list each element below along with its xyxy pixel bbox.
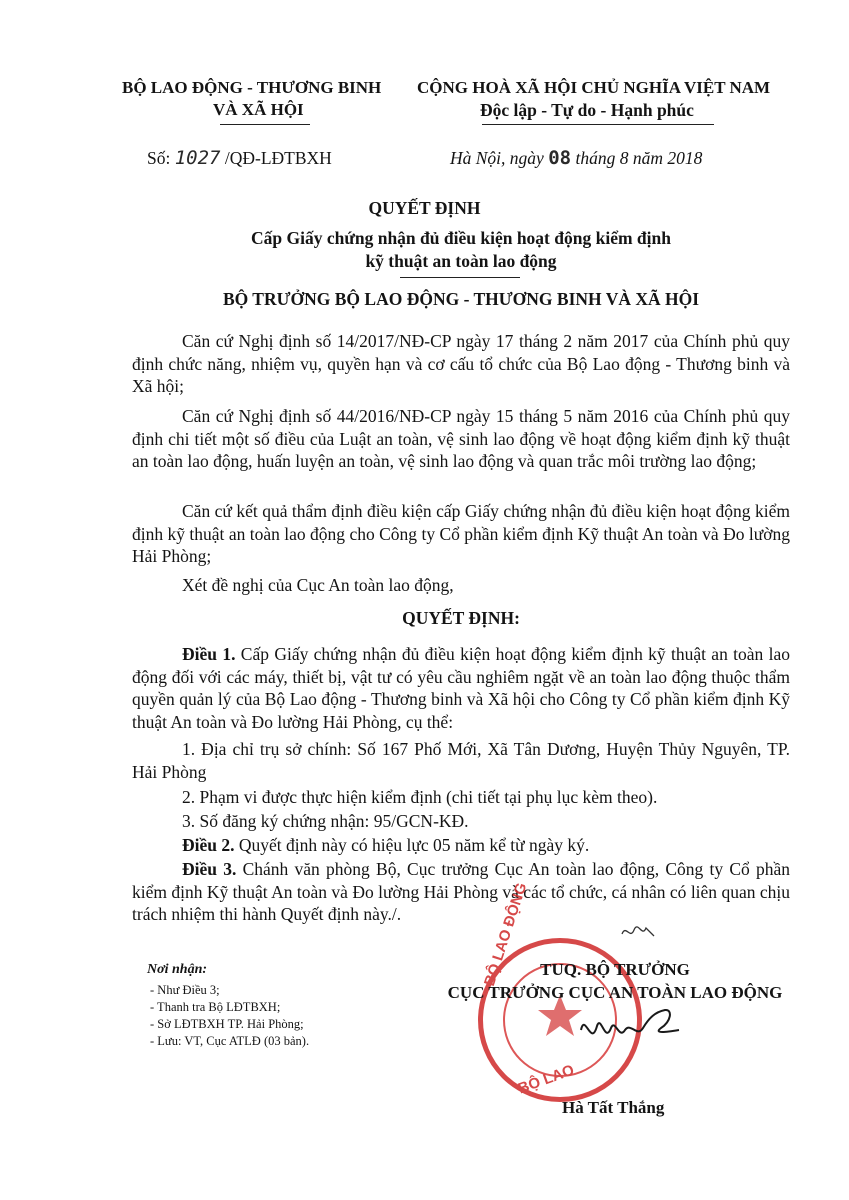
decision-heading: QUYẾT ĐỊNH: [402, 608, 520, 628]
article-1-item-1: 1. Địa chỉ trụ sở chính: Số 167 Phố Mới, Xã Tân Dương, Huyện Thủy Nguyên, TP. Hải Phòng [132, 739, 790, 782]
recipient-item: - Sở LĐTBXH TP. Hải Phòng; [150, 1017, 304, 1031]
document-date [450, 147, 702, 169]
article-1-item-3: 3. Số đăng ký chứng nhận: 95/GCN-KĐ. [182, 811, 469, 831]
decision-subtitle-line2: kỹ thuật an toàn lao động [365, 251, 557, 271]
initials-scribble [620, 922, 656, 942]
preamble-2: Căn cứ Nghị định số 44/2016/NĐ-CP ngày 15 tháng 5 năm 2016 của Chính phủ quy định chi tiết một số điều của Luật an toàn, vệ sinh lao động về hoạt động kiểm định kỹ thuật an toàn lao động, huấn luyện an toàn, vệ sinh lao động và quan trắc môi trường lao động; [132, 406, 790, 472]
number-suffix: /QĐ-LĐTBXH [224, 148, 332, 168]
article-1-item-2: 2. Phạm vi được thực hiện kiểm định (chi tiết tại phụ lục kèm theo). [182, 787, 658, 807]
date-suffix: tháng 8 năm 2018 [575, 148, 703, 168]
subtitle-underline [400, 277, 520, 278]
ministry-underline [220, 124, 310, 125]
article-1-label: Điều 1. [182, 644, 236, 664]
number-handwritten: 1027 [174, 147, 221, 169]
article-1 [132, 643, 790, 733]
decision-subtitle-line1: Cấp Giấy chứng nhận đủ điều kiện hoạt động kiểm định [251, 228, 671, 248]
decision-title: QUYẾT ĐỊNH [368, 198, 481, 218]
handwritten-signature [575, 1000, 685, 1060]
article-1-text: Cấp Giấy chứng nhận đủ điều kiện hoạt động kiểm định kỹ thuật an toàn lao động đối với các máy, thiết bị, vật tư có yêu cầu nghiêm ngặt về an toàn lao động thuộc thẩm quyền quản lý của Bộ Lao động - Thương binh và Xã hội cho Công ty Cổ phần kiểm định Kỹ thuật An toàn và Đo lường Hải Phòng, cụ thể: [132, 644, 790, 732]
article-2-text: Quyết định này có hiệu lực 05 năm kể từ ngày ký. [234, 835, 590, 855]
seal-text-left: BỘ LAO ĐỘNG [481, 880, 531, 989]
number-prefix: Số: [147, 148, 171, 168]
ministry-name-line2: VÀ XÃ HỘI [213, 100, 304, 119]
motto: Độc lập - Tự do - Hạnh phúc [480, 100, 694, 120]
recipient-item: - Thanh tra Bộ LĐTBXH; [150, 1000, 281, 1014]
date-day: 08 [548, 147, 572, 169]
recipients-title: Nơi nhận: [147, 962, 208, 977]
ministry-name-line1: BỘ LAO ĐỘNG - THƯƠNG BINH [122, 78, 382, 97]
seal-text-bottom: BỘ LAO [515, 1061, 577, 1098]
preamble-3: Căn cứ kết quả thẩm định điều kiện cấp Giấy chứng nhận đủ điều kiện hoạt động kiểm định kỹ thuật an toàn lao động cho Công ty Cổ phần kiểm định Kỹ thuật An toàn và Đo lường Hải Phòng; [132, 501, 790, 567]
article-2-label: Điều 2. [182, 835, 235, 855]
article-2 [132, 834, 790, 857]
article-3 [132, 858, 790, 926]
document-number [147, 147, 332, 169]
article-3-label: Điều 3. [182, 859, 237, 879]
signer-name: Hà Tất Thắng [562, 1098, 665, 1117]
date-prefix: Hà Nội, ngày [450, 148, 544, 168]
article-3-text: Chánh văn phòng Bộ, Cục trưởng Cục An toàn lao động, Công ty Cổ phần kiểm định Kỹ thuật An toàn và Đo lường Hải Phòng và các tổ chức, cá nhân có liên quan chịu trách nhiệm thi hành Quyết định này./. [132, 859, 791, 925]
recipient-item: - Lưu: VT, Cục ATLĐ (03 bản). [150, 1034, 310, 1048]
issuing-authority: BỘ TRƯỞNG BỘ LAO ĐỘNG - THƯƠNG BINH VÀ XÃ HỘI [222, 289, 700, 309]
motto-underline [482, 124, 714, 125]
preamble-1: Căn cứ Nghị định số 14/2017/NĐ-CP ngày 17 tháng 2 năm 2017 của Chính phủ quy định chức năng, nhiệm vụ, quyền hạn và cơ cấu tổ chức của Bộ Lao động - Thương binh và Xã hội; [132, 331, 790, 397]
recipient-item: - Như Điều 3; [150, 983, 220, 997]
signature-title-line2: CỤC TRƯỞNG CỤC AN TOÀN LAO ĐỘNG [447, 983, 783, 1002]
signature-title-line1: TUQ. BỘ TRƯỞNG [540, 960, 690, 979]
republic-name: CỘNG HOÀ XÃ HỘI CHỦ NGHĨA VIỆT NAM [417, 78, 771, 97]
preamble-4: Xét đề nghị của Cục An toàn lao động, [182, 575, 454, 595]
